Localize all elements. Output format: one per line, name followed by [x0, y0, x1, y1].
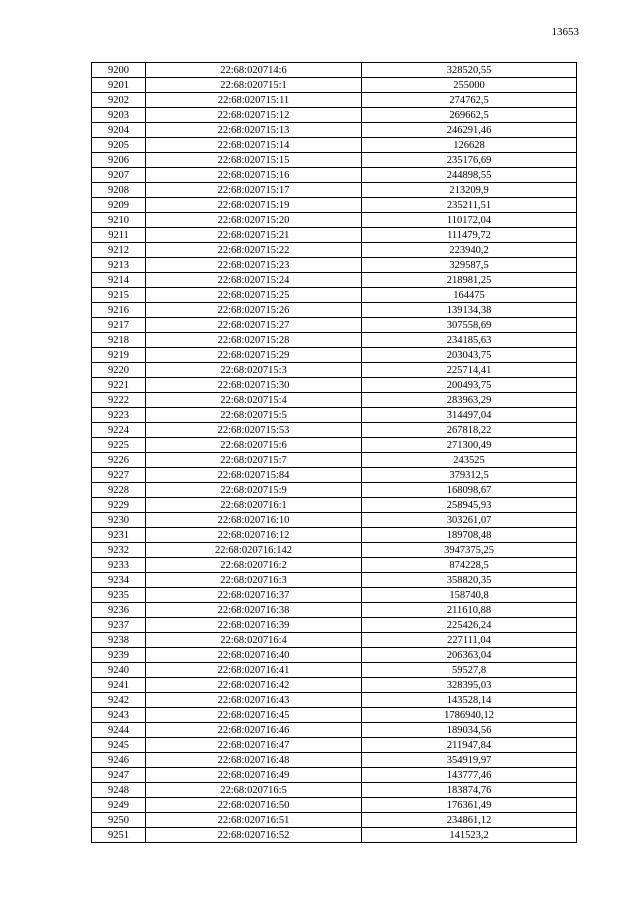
row-number-cell: 9236: [92, 603, 146, 618]
table-row: [92, 513, 577, 528]
cadastral-number-cell: 22:68:020715:29: [146, 348, 362, 363]
cadastral-number-cell: 22:68:020716:42: [146, 678, 362, 693]
value-cell: 258945,93: [362, 498, 577, 513]
table-row: [92, 273, 577, 288]
row-number-cell: 9239: [92, 648, 146, 663]
cadastral-number-cell: 22:68:020715:27: [146, 318, 362, 333]
cadastral-number-cell: 22:68:020715:16: [146, 168, 362, 183]
cadastral-number-cell: 22:68:020716:52: [146, 828, 362, 843]
value-cell: 243525: [362, 453, 577, 468]
table-row: [92, 333, 577, 348]
value-cell: 328520,55: [362, 63, 577, 78]
cadastral-number-cell: 22:68:020716:40: [146, 648, 362, 663]
row-number-cell: 9211: [92, 228, 146, 243]
cadastral-number-cell: 22:68:020716:51: [146, 813, 362, 828]
value-cell: 269662,5: [362, 108, 577, 123]
value-cell: 283963,29: [362, 393, 577, 408]
value-cell: 218981,25: [362, 273, 577, 288]
row-number-cell: 9251: [92, 828, 146, 843]
value-cell: 225714,41: [362, 363, 577, 378]
table-row: [92, 723, 577, 738]
cadastral-value-table: [91, 62, 577, 843]
value-cell: 111479,72: [362, 228, 577, 243]
value-cell: 176361,49: [362, 798, 577, 813]
row-number-cell: 9222: [92, 393, 146, 408]
cadastral-number-cell: 22:68:020716:39: [146, 618, 362, 633]
cadastral-number-cell: 22:68:020716:2: [146, 558, 362, 573]
table-row: [92, 93, 577, 108]
value-cell: 1786940,12: [362, 708, 577, 723]
value-cell: 203043,75: [362, 348, 577, 363]
row-number-cell: 9223: [92, 408, 146, 423]
value-cell: 354919,97: [362, 753, 577, 768]
value-cell: 141523,2: [362, 828, 577, 843]
table-row: [92, 108, 577, 123]
cadastral-number-cell: 22:68:020716:48: [146, 753, 362, 768]
cadastral-number-cell: 22:68:020715:9: [146, 483, 362, 498]
row-number-cell: 9246: [92, 753, 146, 768]
value-cell: 223940,2: [362, 243, 577, 258]
cadastral-number-cell: 22:68:020716:49: [146, 768, 362, 783]
row-number-cell: 9232: [92, 543, 146, 558]
row-number-cell: 9214: [92, 273, 146, 288]
cadastral-number-cell: 22:68:020715:84: [146, 468, 362, 483]
value-cell: 267818,22: [362, 423, 577, 438]
row-number-cell: 9234: [92, 573, 146, 588]
table-row: [92, 183, 577, 198]
cadastral-number-cell: 22:68:020715:11: [146, 93, 362, 108]
table-row: [92, 783, 577, 798]
table-row: [92, 483, 577, 498]
cadastral-number-cell: 22:68:020714:6: [146, 63, 362, 78]
row-number-cell: 9217: [92, 318, 146, 333]
cadastral-number-cell: 22:68:020715:20: [146, 213, 362, 228]
value-cell: 206363,04: [362, 648, 577, 663]
row-number-cell: 9207: [92, 168, 146, 183]
cadastral-number-cell: 22:68:020715:3: [146, 363, 362, 378]
table-row: [92, 393, 577, 408]
row-number-cell: 9224: [92, 423, 146, 438]
cadastral-number-cell: 22:68:020715:26: [146, 303, 362, 318]
row-number-cell: 9202: [92, 93, 146, 108]
table-row: [92, 828, 577, 843]
table-row: [92, 813, 577, 828]
row-number-cell: 9227: [92, 468, 146, 483]
table-row: [92, 318, 577, 333]
value-cell: 235211,51: [362, 198, 577, 213]
row-number-cell: 9229: [92, 498, 146, 513]
value-cell: 189708,48: [362, 528, 577, 543]
value-cell: 143528,14: [362, 693, 577, 708]
row-number-cell: 9238: [92, 633, 146, 648]
value-cell: 329587,5: [362, 258, 577, 273]
row-number-cell: 9226: [92, 453, 146, 468]
table-row: [92, 78, 577, 93]
cadastral-number-cell: 22:68:020715:15: [146, 153, 362, 168]
table-row: [92, 573, 577, 588]
value-cell: 234185,63: [362, 333, 577, 348]
table-row: [92, 213, 577, 228]
row-number-cell: 9242: [92, 693, 146, 708]
row-number-cell: 9248: [92, 783, 146, 798]
value-cell: 227111,04: [362, 633, 577, 648]
table-row: [92, 138, 577, 153]
table-row: [92, 693, 577, 708]
table-row: [92, 348, 577, 363]
cadastral-number-cell: 22:68:020716:37: [146, 588, 362, 603]
value-cell: 358820,35: [362, 573, 577, 588]
value-cell: 158740,8: [362, 588, 577, 603]
table-body: [92, 63, 577, 843]
cadastral-number-cell: 22:68:020716:142: [146, 543, 362, 558]
cadastral-number-cell: 22:68:020716:41: [146, 663, 362, 678]
table-row: [92, 603, 577, 618]
cadastral-number-cell: 22:68:020715:23: [146, 258, 362, 273]
row-number-cell: 9216: [92, 303, 146, 318]
row-number-cell: 9247: [92, 768, 146, 783]
row-number-cell: 9208: [92, 183, 146, 198]
row-number-cell: 9209: [92, 198, 146, 213]
value-cell: 303261,07: [362, 513, 577, 528]
row-number-cell: 9221: [92, 378, 146, 393]
value-cell: 244898,55: [362, 168, 577, 183]
table-row: [92, 258, 577, 273]
table-row: [92, 168, 577, 183]
cadastral-number-cell: 22:68:020716:50: [146, 798, 362, 813]
table-row: [92, 198, 577, 213]
value-cell: 183874,76: [362, 783, 577, 798]
cadastral-number-cell: 22:68:020715:25: [146, 288, 362, 303]
value-cell: 110172,04: [362, 213, 577, 228]
value-cell: 314497,04: [362, 408, 577, 423]
row-number-cell: 9225: [92, 438, 146, 453]
cadastral-number-cell: 22:68:020716:46: [146, 723, 362, 738]
table-row: [92, 363, 577, 378]
row-number-cell: 9243: [92, 708, 146, 723]
row-number-cell: 9250: [92, 813, 146, 828]
cadastral-number-cell: 22:68:020715:7: [146, 453, 362, 468]
cadastral-number-cell: 22:68:020716:4: [146, 633, 362, 648]
row-number-cell: 9233: [92, 558, 146, 573]
table-row: [92, 468, 577, 483]
cadastral-number-cell: 22:68:020715:13: [146, 123, 362, 138]
cadastral-number-cell: 22:68:020715:24: [146, 273, 362, 288]
row-number-cell: 9206: [92, 153, 146, 168]
row-number-cell: 9228: [92, 483, 146, 498]
value-cell: 874228,5: [362, 558, 577, 573]
table-row: [92, 423, 577, 438]
row-number-cell: 9220: [92, 363, 146, 378]
row-number-cell: 9231: [92, 528, 146, 543]
value-cell: 139134,38: [362, 303, 577, 318]
row-number-cell: 9244: [92, 723, 146, 738]
table-row: [92, 543, 577, 558]
table-row: [92, 243, 577, 258]
cadastral-number-cell: 22:68:020716:38: [146, 603, 362, 618]
table-row: [92, 408, 577, 423]
table-row: [92, 438, 577, 453]
value-cell: 274762,5: [362, 93, 577, 108]
table-row: [92, 738, 577, 753]
table-row: [92, 588, 577, 603]
row-number-cell: 9245: [92, 738, 146, 753]
page-number: 13653: [551, 26, 579, 38]
value-cell: 143777,46: [362, 768, 577, 783]
value-cell: 234861,12: [362, 813, 577, 828]
row-number-cell: 9210: [92, 213, 146, 228]
value-cell: 168098,67: [362, 483, 577, 498]
cadastral-number-cell: 22:68:020716:47: [146, 738, 362, 753]
row-number-cell: 9219: [92, 348, 146, 363]
cadastral-number-cell: 22:68:020716:1: [146, 498, 362, 513]
value-cell: 189034,56: [362, 723, 577, 738]
row-number-cell: 9241: [92, 678, 146, 693]
row-number-cell: 9215: [92, 288, 146, 303]
table-row: [92, 678, 577, 693]
value-cell: 255000: [362, 78, 577, 93]
cadastral-number-cell: 22:68:020715:53: [146, 423, 362, 438]
row-number-cell: 9218: [92, 333, 146, 348]
table-row: [92, 708, 577, 723]
table-row: [92, 303, 577, 318]
table-row: [92, 618, 577, 633]
value-cell: 379312,5: [362, 468, 577, 483]
table-row: [92, 63, 577, 78]
row-number-cell: 9249: [92, 798, 146, 813]
value-cell: 59527,8: [362, 663, 577, 678]
row-number-cell: 9201: [92, 78, 146, 93]
cadastral-number-cell: 22:68:020715:6: [146, 438, 362, 453]
value-cell: 235176,69: [362, 153, 577, 168]
cadastral-number-cell: 22:68:020715:28: [146, 333, 362, 348]
cadastral-number-cell: 22:68:020716:43: [146, 693, 362, 708]
value-cell: 211947,84: [362, 738, 577, 753]
cadastral-number-cell: 22:68:020716:12: [146, 528, 362, 543]
table-row: [92, 498, 577, 513]
cadastral-number-cell: 22:68:020716:10: [146, 513, 362, 528]
row-number-cell: 9205: [92, 138, 146, 153]
table-row: [92, 153, 577, 168]
row-number-cell: 9213: [92, 258, 146, 273]
cadastral-number-cell: 22:68:020715:14: [146, 138, 362, 153]
table-row: [92, 768, 577, 783]
row-number-cell: 9212: [92, 243, 146, 258]
table-row: [92, 648, 577, 663]
value-cell: 126628: [362, 138, 577, 153]
table-row: [92, 288, 577, 303]
row-number-cell: 9203: [92, 108, 146, 123]
table-row: [92, 798, 577, 813]
cadastral-number-cell: 22:68:020715:21: [146, 228, 362, 243]
cadastral-number-cell: 22:68:020715:19: [146, 198, 362, 213]
table-row: [92, 663, 577, 678]
table-row: [92, 753, 577, 768]
row-number-cell: 9200: [92, 63, 146, 78]
cadastral-number-cell: 22:68:020716:5: [146, 783, 362, 798]
value-cell: 246291,46: [362, 123, 577, 138]
table-row: [92, 123, 577, 138]
cadastral-number-cell: 22:68:020715:22: [146, 243, 362, 258]
value-cell: 211610,88: [362, 603, 577, 618]
value-cell: 328395,03: [362, 678, 577, 693]
value-cell: 3947375,25: [362, 543, 577, 558]
cadastral-number-cell: 22:68:020715:4: [146, 393, 362, 408]
row-number-cell: 9204: [92, 123, 146, 138]
table-row: [92, 528, 577, 543]
cadastral-number-cell: 22:68:020716:45: [146, 708, 362, 723]
row-number-cell: 9235: [92, 588, 146, 603]
row-number-cell: 9240: [92, 663, 146, 678]
table-row: [92, 633, 577, 648]
cadastral-number-cell: 22:68:020716:3: [146, 573, 362, 588]
value-cell: 200493,75: [362, 378, 577, 393]
value-cell: 225426,24: [362, 618, 577, 633]
cadastral-number-cell: 22:68:020715:30: [146, 378, 362, 393]
table-row: [92, 558, 577, 573]
table-row: [92, 228, 577, 243]
cadastral-number-cell: 22:68:020715:12: [146, 108, 362, 123]
row-number-cell: 9237: [92, 618, 146, 633]
value-cell: 164475: [362, 288, 577, 303]
cadastral-number-cell: 22:68:020715:1: [146, 78, 362, 93]
cadastral-number-cell: 22:68:020715:5: [146, 408, 362, 423]
cadastral-number-cell: 22:68:020715:17: [146, 183, 362, 198]
table-row: [92, 453, 577, 468]
row-number-cell: 9230: [92, 513, 146, 528]
value-cell: 213209,9: [362, 183, 577, 198]
table-row: [92, 378, 577, 393]
value-cell: 271300,49: [362, 438, 577, 453]
value-cell: 307558,69: [362, 318, 577, 333]
